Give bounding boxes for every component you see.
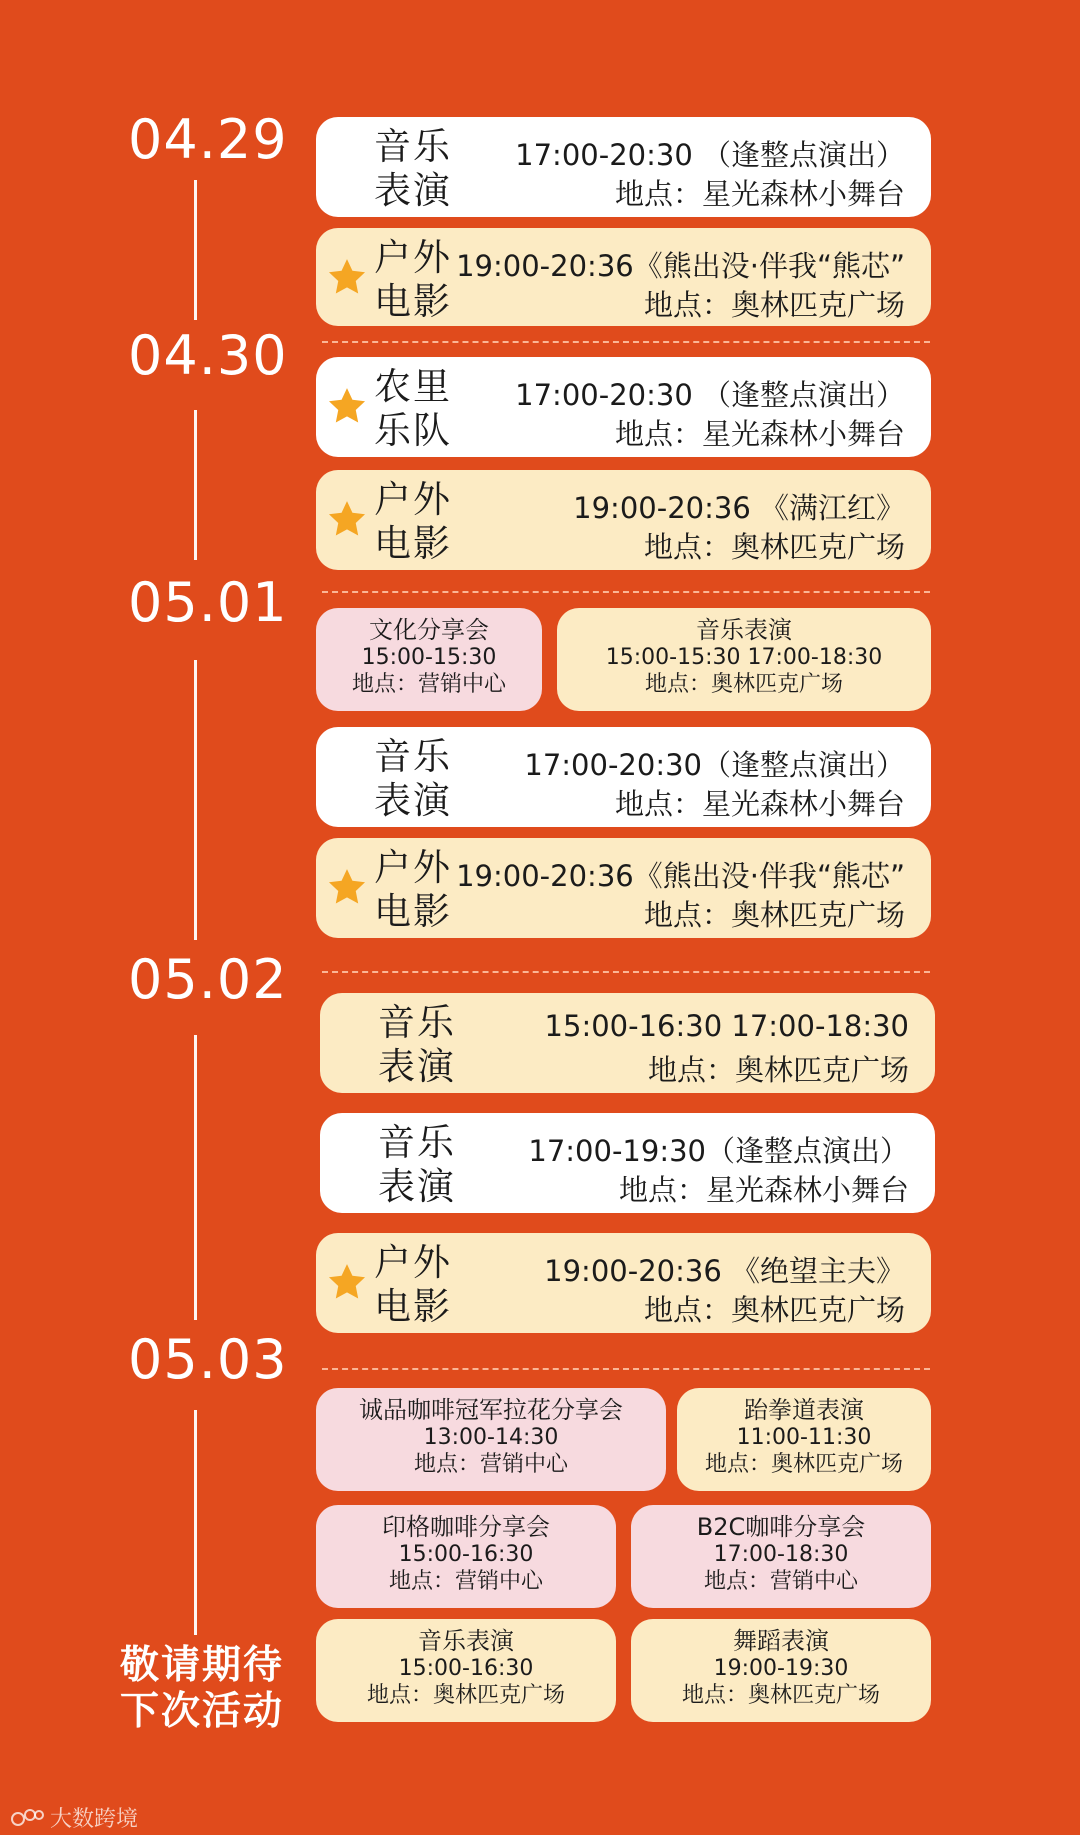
timeline-line bbox=[194, 1035, 197, 1320]
small-event-card bbox=[631, 1619, 931, 1722]
watermark bbox=[10, 1802, 138, 1833]
event-time: 15:00-16:30 17:00-18:30 bbox=[544, 1009, 909, 1043]
date-0501: 05.01 bbox=[128, 571, 288, 634]
event-card bbox=[316, 727, 931, 827]
small-event-time: 15:00-15:30 bbox=[361, 645, 497, 670]
small-event-title: 舞蹈表演 bbox=[733, 1627, 829, 1655]
event-location: 地点：奥林匹克广场 bbox=[643, 1293, 905, 1327]
separator bbox=[322, 971, 930, 973]
event-time: 17:00-20:30 （逢整点演出） bbox=[515, 138, 905, 172]
event-time: 17:00-20:30（逢整点演出） bbox=[524, 748, 905, 782]
separator bbox=[322, 1368, 930, 1370]
event-category: 音乐 表演 bbox=[374, 735, 452, 822]
small-event-card bbox=[631, 1505, 931, 1608]
event-category: 音乐 表演 bbox=[374, 125, 452, 212]
event-category: 农里 乐队 bbox=[374, 365, 452, 452]
event-location: 地点：奥林匹克广场 bbox=[647, 1053, 909, 1087]
watermark-text: 大数跨境 bbox=[50, 1807, 139, 1832]
small-event-title: 跆拳道表演 bbox=[744, 1396, 864, 1424]
small-event-card bbox=[557, 608, 931, 711]
small-event-title: 文化分享会 bbox=[369, 616, 489, 644]
small-event-title: 音乐表演 bbox=[418, 1627, 514, 1655]
small-event-time: 19:00-19:30 bbox=[713, 1656, 849, 1681]
small-event-time: 15:00-16:30 bbox=[398, 1656, 534, 1681]
small-event-card bbox=[677, 1388, 931, 1491]
timeline-line bbox=[194, 180, 197, 320]
event-location: 地点：星光森林小舞台 bbox=[614, 787, 905, 821]
event-time: 19:00-20:36 《绝望主夫》 bbox=[544, 1254, 905, 1288]
date-0502: 05.02 bbox=[128, 948, 288, 1011]
small-event-title: 诚品咖啡冠军拉花分享会 bbox=[359, 1396, 623, 1424]
separator bbox=[322, 591, 930, 593]
small-event-time: 15:00-15:30 17:00-18:30 bbox=[605, 645, 883, 670]
date-0430: 04.30 bbox=[128, 324, 288, 387]
event-location: 地点：星光森林小舞台 bbox=[614, 177, 905, 211]
small-event-location: 地点：营销中心 bbox=[388, 1569, 543, 1594]
event-category: 音乐 表演 bbox=[378, 1001, 456, 1088]
event-card bbox=[320, 993, 935, 1093]
small-event-card bbox=[316, 1388, 666, 1491]
event-card bbox=[316, 357, 931, 457]
star-icon bbox=[326, 1261, 368, 1303]
small-event-location: 地点：奥林匹克广场 bbox=[704, 1452, 903, 1477]
event-card bbox=[316, 470, 931, 570]
event-card bbox=[316, 838, 931, 938]
event-category: 户外 电影 bbox=[374, 846, 452, 933]
event-time: 17:00-20:30 （逢整点演出） bbox=[515, 378, 905, 412]
small-event-title: 印格咖啡分享会 bbox=[382, 1513, 550, 1541]
event-card bbox=[316, 117, 931, 217]
date-0503: 05.03 bbox=[128, 1328, 288, 1391]
small-event-card bbox=[316, 608, 542, 711]
separator bbox=[322, 341, 930, 343]
event-location: 地点：奥林匹克广场 bbox=[643, 530, 905, 564]
event-location: 地点：奥林匹克广场 bbox=[643, 898, 905, 932]
event-time: 17:00-19:30（逢整点演出） bbox=[528, 1134, 909, 1168]
star-icon bbox=[326, 385, 368, 427]
event-card bbox=[320, 1113, 935, 1213]
footer-line-2: 下次活动 bbox=[120, 1689, 285, 1734]
star-icon bbox=[326, 498, 368, 540]
event-time: 19:00-20:36《熊出没·伴我“熊芯” bbox=[456, 859, 905, 893]
small-event-time: 15:00-16:30 bbox=[398, 1542, 534, 1567]
event-location: 地点：奥林匹克广场 bbox=[643, 288, 905, 322]
event-category: 户外 电影 bbox=[374, 1241, 452, 1328]
small-event-time: 13:00-14:30 bbox=[423, 1425, 559, 1450]
small-event-title: 音乐表演 bbox=[696, 616, 792, 644]
small-event-location: 地点：营销中心 bbox=[351, 672, 506, 697]
watermark-logo-icon bbox=[10, 1807, 44, 1829]
small-event-time: 11:00-11:30 bbox=[736, 1425, 872, 1450]
event-card bbox=[316, 1233, 931, 1333]
event-card bbox=[316, 228, 931, 326]
event-time: 19:00-20:36 《满江红》 bbox=[573, 491, 905, 525]
event-time: 19:00-20:36《熊出没·伴我“熊芯” bbox=[456, 249, 905, 283]
small-event-location: 地点：营销中心 bbox=[413, 1452, 568, 1477]
small-event-location: 地点：奥林匹克广场 bbox=[366, 1683, 565, 1708]
event-category: 音乐 表演 bbox=[378, 1121, 456, 1208]
event-location: 地点：星光森林小舞台 bbox=[618, 1173, 909, 1207]
footer-text bbox=[120, 1643, 284, 1735]
timeline-line bbox=[194, 410, 197, 560]
event-category: 户外 电影 bbox=[374, 236, 452, 323]
small-event-location: 地点：营销中心 bbox=[703, 1569, 858, 1594]
event-location: 地点：星光森林小舞台 bbox=[614, 417, 905, 451]
timeline-line bbox=[194, 660, 197, 940]
small-event-location: 地点：奥林匹克广场 bbox=[681, 1683, 880, 1708]
star-icon bbox=[326, 256, 368, 298]
date-0429: 04.29 bbox=[128, 108, 288, 171]
small-event-title: B2C咖啡分享会 bbox=[696, 1513, 866, 1541]
small-event-card bbox=[316, 1619, 616, 1722]
star-icon bbox=[326, 866, 368, 908]
small-event-card bbox=[316, 1505, 616, 1608]
small-event-location: 地点：奥林匹克广场 bbox=[644, 672, 843, 697]
small-event-time: 17:00-18:30 bbox=[713, 1542, 849, 1567]
footer-line-1: 敬请期待 bbox=[120, 1643, 285, 1688]
event-category: 户外 电影 bbox=[374, 478, 452, 565]
timeline-line bbox=[194, 1410, 197, 1635]
